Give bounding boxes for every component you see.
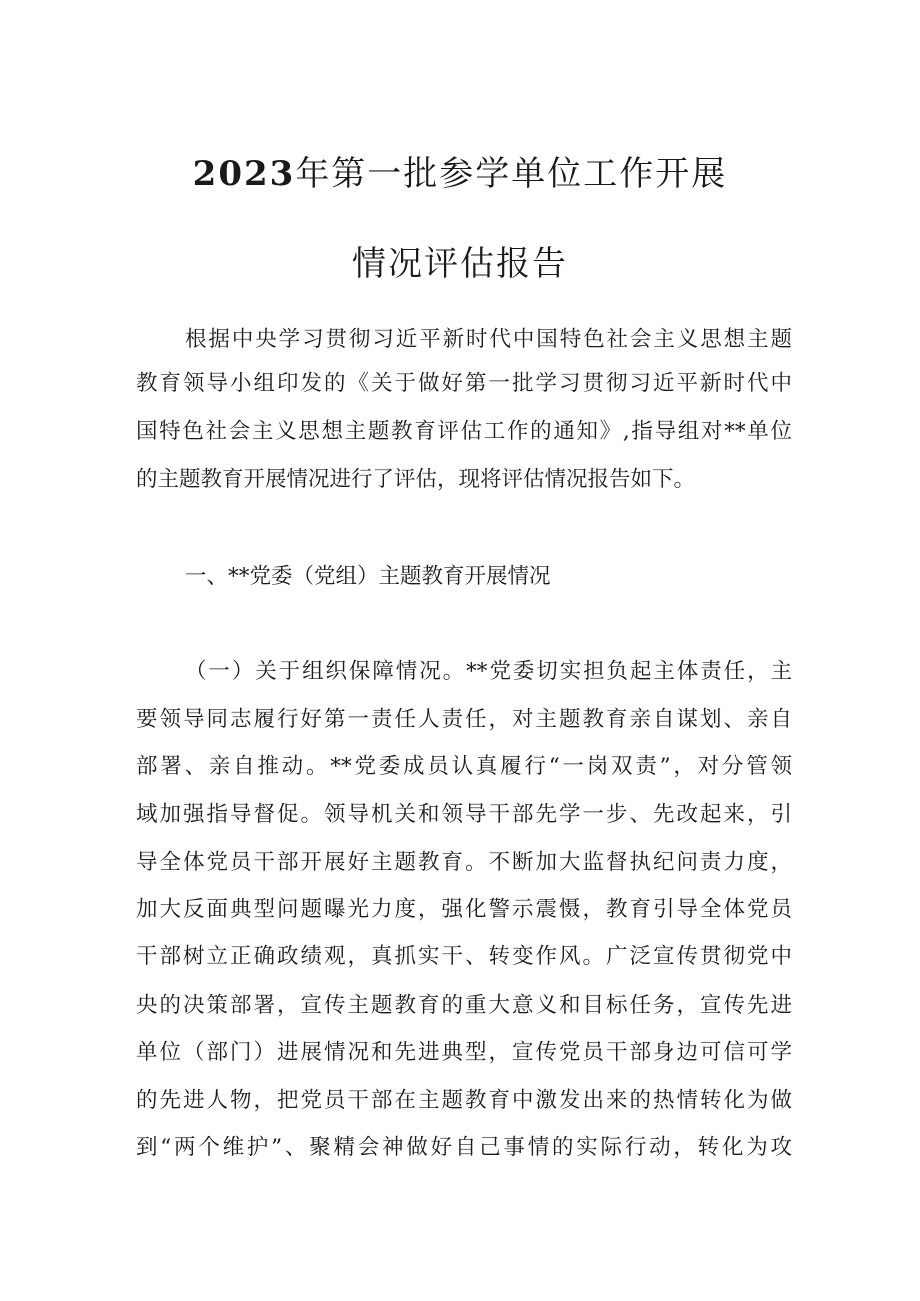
document-title-line-2: 情况评估报告: [352, 244, 568, 284]
intro-line: 的主题教育开展情况进行了评估，现将评估情况报告如下。: [136, 467, 696, 492]
title-year: 2023: [192, 154, 296, 194]
paragraph-line: 央的决策部署，宣传主题教育的重大意义和目标任务，宣传先进: [136, 993, 792, 1018]
intro-line: 国特色社会主义思想主题教育评估工作的通知》,指导组对**单位: [136, 419, 792, 444]
paragraph-line: 部署、亲自推动。**党委成员认真履行“一岗双责”，对分管领: [136, 754, 792, 779]
paragraph-line: 导全体党员干部开展好主题教育。不断加大监督执纪问责力度，: [136, 850, 792, 875]
paragraph-line: 单位（部门）进展情况和先进典型，宣传党员干部身边可信可学: [136, 1040, 792, 1065]
intro-line: 根据中央学习贯彻习近平新时代中国特色社会主义思想主题: [185, 327, 792, 352]
paragraph-line: 要领导同志履行好第一责任人责任，对主题教育亲自谋划、亲自: [136, 707, 792, 732]
paragraph-line: （一）关于组织保障情况。**党委切实担负起主体责任，主: [185, 659, 792, 684]
intro-line: 教育领导小组印发的《关于做好第一批学习贯彻习近平新时代中: [136, 371, 792, 396]
section-heading: 一、**党委（党组）主题教育开展情况: [185, 564, 551, 589]
paragraph-line: 到“两个维护”、聚精会神做好自己事情的实际行动，转化为攻: [136, 1135, 792, 1160]
title-text: 年第一批参学单位工作开展: [295, 154, 728, 194]
paragraph-line: 加大反面典型问题曝光力度，强化警示震慑，教育引导全体党员: [136, 897, 792, 922]
paragraph-line: 域加强指导督促。领导机关和领导干部先学一步、先改起来，引: [136, 802, 792, 827]
paragraph-line: 干部树立正确政绩观，真抓实干、转变作风。广泛宣传贯彻党中: [136, 944, 792, 969]
document-title-line-1: [0, 146, 920, 195]
paragraph-line: 的先进人物，把党员干部在主题教育中激发出来的热情转化为做: [136, 1088, 792, 1113]
